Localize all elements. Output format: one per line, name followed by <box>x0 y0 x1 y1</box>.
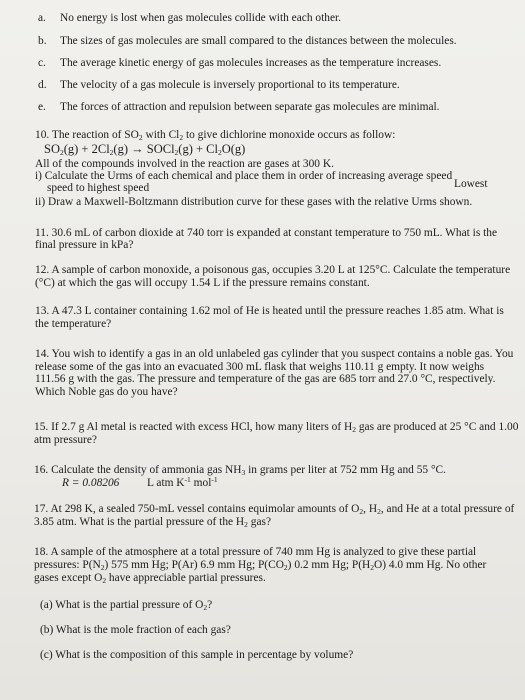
q18-part-b: (b) What is the mole fraction of each gas? <box>40 624 231 636</box>
q14-line-4: Which Noble gas do you have? <box>35 386 178 398</box>
option-text: The velocity of a gas molecule is inversely proportional to its temperature. <box>60 79 400 91</box>
q16-gas-constant: R = 0.08206 <box>62 477 120 489</box>
q14-line-3: 111.56 g with the gas. The pressure and temperature of the gas are 685 torr and 27.0 °C, respectively. <box>35 373 496 385</box>
option-letter: a. <box>38 12 46 24</box>
q16-gas-constant-units: L atm $K^{-1}$ mol$^{-1}$ <box>147 475 218 489</box>
q12-line-2: (°C) at which the gas will occupy 1.54 L if the pressure remains constant. <box>35 277 370 289</box>
q11-line-1: 11. 30.6 mL of carbon dioxide at 740 torr is expanded at constant temperature to 750 mL. What is the <box>35 227 498 239</box>
q10-part-i-cont: speed to highest speed <box>47 182 150 194</box>
option-letter: c. <box>38 57 46 69</box>
q15-line-2: atm pressure? <box>34 434 97 446</box>
q18-line-3: gases except $O_2$ have appreciable partial pressures. <box>34 572 266 585</box>
q10-line-1: 10. The reaction of $SO_2$ with $Cl_2$ to give dichlorine monoxide occurs as follow: <box>35 129 396 142</box>
q11-line-2: final pressure in kPa? <box>35 239 134 251</box>
q10-part-i: i) Calculate the Urms of each chemical and place them in order of increasing average speed <box>35 170 453 182</box>
q10-line-3: All of the compounds involved in the reaction are gases at 300 K. <box>35 158 334 170</box>
q18-part-c: (c) What is the composition of this sample in percentage by volume? <box>40 649 354 661</box>
option-text: The average kinetic energy of gas molecules increases as the temperature increases. <box>60 57 442 69</box>
q10-lowest-label: Lowest <box>454 178 488 190</box>
q14-line-1: 14. You wish to identify a gas in an old unlabeled gas cylinder that you suspect contains a noble gas. You <box>35 348 514 360</box>
option-letter: e. <box>38 101 46 113</box>
option-text: No energy is lost when gas molecules collide with each other. <box>60 12 342 24</box>
option-b <box>38 35 457 48</box>
option-a <box>38 12 341 25</box>
q17-line-2: 3.85 atm. What is the partial pressure of the $H_2$ gas? <box>34 516 271 529</box>
option-letter: d. <box>38 79 47 91</box>
option-letter: b. <box>38 35 47 47</box>
option-text: The forces of attraction and repulsion between separate gas molecules are minimal. <box>60 101 440 113</box>
q15-line-1: 15. If 2.7 g Al metal is reacted with excess HCl, how many liters of $H_2$ gas are produced at 25 °C and 1.00 <box>34 421 519 434</box>
q12-line-1: 12. A sample of carbon monoxide, a poisonous gas, occupies 3.20 L at 125°C. Calculate the temperature <box>35 264 511 276</box>
q13-line-1: 13. A 47.3 L container containing 1.62 mol of He is heated until the pressure reaches 1.85 atm. What is <box>35 305 504 317</box>
option-text: The sizes of gas molecules are small compared to the distances between the molecules. <box>60 35 457 47</box>
q18-part-a: (a) What is the partial pressure of $O_2$? <box>40 599 213 612</box>
option-c <box>38 57 441 70</box>
q17-line-1: 17. At 298 K, a sealed 750-mL vessel contains equimolar amounts of $O_2$, $H_2$, and He at a total pressure of <box>34 503 515 516</box>
q16-line-1: 16. Calculate the density of ammonia gas $NH_3$ in grams per liter at 752 mm Hg and 55 °C. <box>34 464 446 477</box>
q14-line-2: release some of the gas into an evacuated 300 mL flask that weighs 110.11 g empty. It now weighs <box>35 361 485 373</box>
q10-part-ii: ii) Draw a Maxwell-Boltzmann distribution curve for these gases with the relative Urms shown. <box>35 196 473 208</box>
q10-equation: $SO_2(g) + 2Cl_2(g)$ → SOCl$_2$(g) + $Cl_2O(g)$ <box>44 142 246 157</box>
option-d <box>38 79 400 92</box>
q18-line-1: 18. A sample of the atmosphere at a total pressure of 740 mm Hg is analyzed to give these partial <box>34 546 477 558</box>
q13-line-2: the temperature? <box>35 318 112 330</box>
option-e <box>38 101 440 114</box>
q18-line-2: pressures: $P(N_2)$ 575 mm Hg; P(Ar) 6.9 mm Hg; $P(CO_2)$ 0.2 mm Hg; $P(H_2O)$ 4.0 mm Hg. No other <box>34 559 487 572</box>
